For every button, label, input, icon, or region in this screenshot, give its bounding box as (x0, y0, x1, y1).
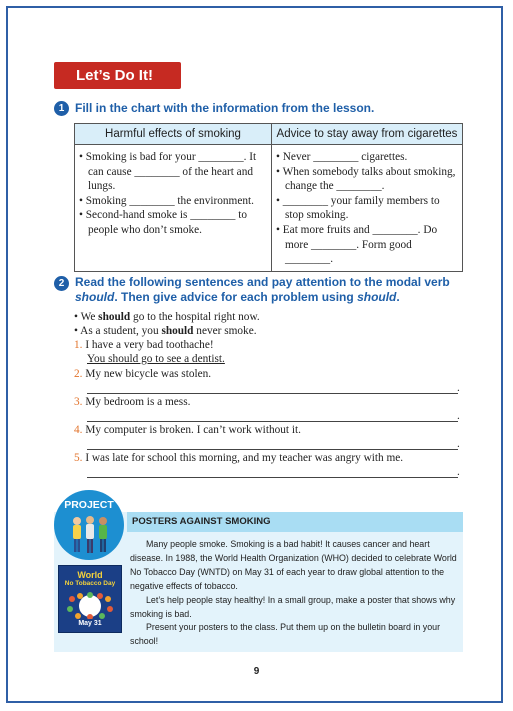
problem-item-3: 3. My bedroom is a mess. (74, 396, 191, 408)
chart-header-harmful: Harmful effects of smoking (75, 124, 272, 145)
harmful-item: • Smoking is bad for your ________. It can cause ________ of the heart and lungs. (79, 151, 257, 193)
advice-item: • Eat more fruits and ________. Do more ________. Form good ________. (276, 223, 438, 266)
problem-item-5: 5. I was late for school this morning, and my teacher was angry with me. (74, 452, 404, 464)
project-title: POSTERS AGAINST SMOKING (132, 516, 271, 527)
answer-line-5[interactable] (87, 477, 458, 478)
project-text (130, 538, 458, 649)
answer-line-4[interactable] (87, 449, 458, 450)
children-circle-icon (64, 591, 116, 619)
answer-line-3[interactable] (87, 421, 458, 422)
example-sentence-2: • As a student, you should never smoke. (74, 325, 257, 337)
advice-item: • Never ________ cigarettes. (276, 151, 408, 163)
advice-item: • When somebody talks about smoking, change the ________. (276, 165, 456, 193)
advice-cell (272, 145, 463, 272)
poster-subtitle: No Tobacco Day (64, 580, 116, 587)
problem-item-2: 2. My new bicycle was stolen. (74, 368, 212, 380)
example-sentence-1: • We should go to the hospital right now. (74, 311, 260, 323)
chart-header-advice: Advice to stay away from cigarettes (272, 124, 463, 145)
answer-line-2[interactable] (87, 393, 458, 394)
line-end-period: . (457, 466, 460, 478)
project-paragraph-3: Present your posters to the class. Put them up on the bulletin board in your school! (130, 622, 441, 647)
activity-2-number: 2 (54, 276, 69, 291)
line-end-period: . (457, 382, 460, 394)
activity-2-instruction: Read the following sentences and pay attention to the modal verb should. Then give advice for each problem using should. (75, 275, 450, 304)
poster-title: World (77, 570, 103, 580)
poster-date: May 31 (78, 620, 102, 627)
problem-item-1: 1. I have a very bad toothache! (74, 339, 214, 351)
line-end-period: . (457, 438, 460, 450)
lets-do-it-banner: Let’s Do It! (54, 62, 181, 89)
activity-1-number: 1 (54, 101, 69, 116)
page-number: 9 (253, 666, 260, 677)
line-end-period: . (457, 410, 460, 422)
project-paragraph-1: Many people smoke. Smoking is a bad habit! It causes cancer and heart disease. In 1988, the World Health Organization (WHO) decided to celebrate World No Tobacco Day (WNTD) on May 31 of each year to draw global attention to the negative effects of tobacco. (130, 539, 457, 591)
harmful-effects-chart (74, 123, 463, 272)
problem-item-4: 4. My computer is broken. I can’t work without it. (74, 424, 301, 436)
activity-1-instruction: Fill in the chart with the information from the lesson. (75, 101, 375, 115)
project-badge-label: PROJECT (64, 499, 114, 511)
sample-answer: You should go to see a dentist. (87, 353, 225, 365)
world-no-tobacco-day-poster (58, 565, 122, 633)
project-paragraph-2: Let’s help people stay healthy! In a small group, make a poster that shows why smoking is bad. (130, 594, 456, 619)
harmful-item: • Second-hand smoke is ________ to people who don’t smoke. (79, 209, 248, 236)
kids-illustration-icon (68, 512, 112, 556)
harmful-effects-cell (75, 145, 272, 272)
advice-item: • ________ your family members to stop smoking. (276, 194, 440, 222)
harmful-item: • Smoking ________ the environment. (79, 194, 254, 207)
